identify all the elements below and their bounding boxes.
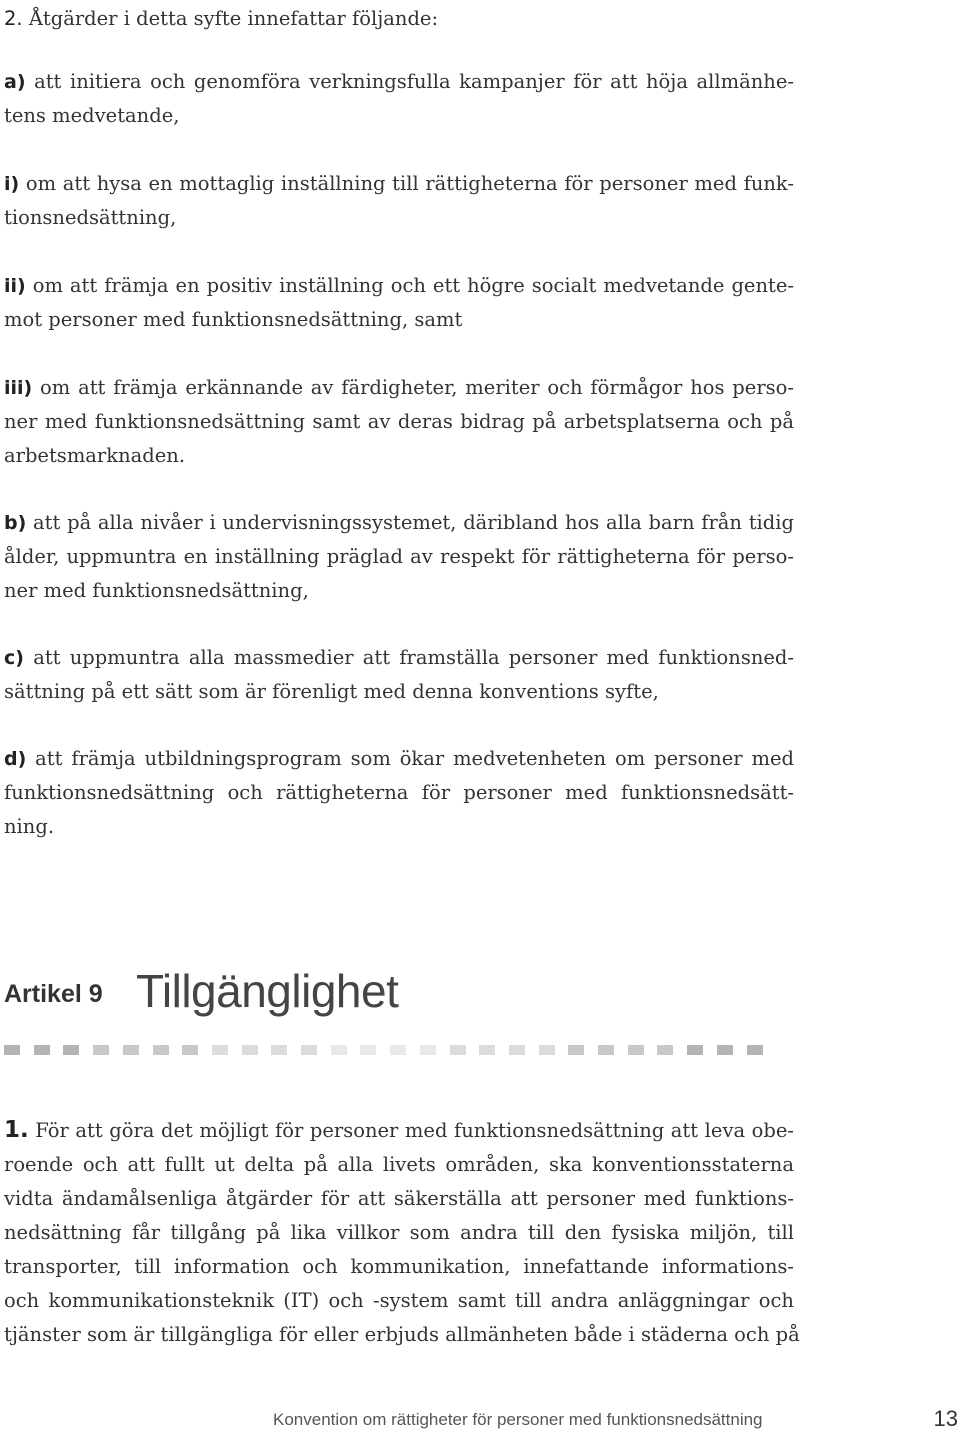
item-b bbox=[4, 506, 794, 608]
paragraph-1-line-7: tjänster som är tillgängliga för eller erbjuds allmänheten både i städerna och på bbox=[4, 1323, 800, 1346]
divider-dash bbox=[63, 1045, 79, 1055]
item-a-marker: a) bbox=[4, 71, 26, 93]
footer-title: Konvention om rättigheter för personer med funktionsnedsättning bbox=[273, 1410, 763, 1429]
article-label: Artikel 9 bbox=[4, 980, 103, 1008]
item-i-marker: i) bbox=[4, 173, 20, 195]
item-b-line-3: ner med funktionsnedsättning, bbox=[4, 579, 309, 602]
item-ii bbox=[4, 269, 794, 337]
divider-dash bbox=[598, 1045, 614, 1055]
divider-dash bbox=[657, 1045, 673, 1055]
divider-dash bbox=[687, 1045, 703, 1055]
item-d bbox=[4, 742, 794, 844]
item-d-marker: d) bbox=[4, 748, 27, 770]
paragraph-1-line-6: och kommunikationsteknik (IT) och -system samt till andra anläggningar och bbox=[4, 1289, 794, 1312]
item-a-line-2: tens medvetande, bbox=[4, 104, 180, 127]
divider-dash bbox=[450, 1045, 466, 1055]
divider-dash bbox=[509, 1045, 525, 1055]
divider-dash bbox=[212, 1045, 228, 1055]
item-a bbox=[4, 65, 794, 133]
divider-dash bbox=[539, 1045, 555, 1055]
divider-dash bbox=[153, 1045, 169, 1055]
paragraph-1-line-2: roende och att fullt ut delta på alla livets områden, ska konventionsstaterna bbox=[4, 1153, 794, 1176]
page-number: 13 bbox=[933, 1406, 958, 1431]
item-iii-marker: iii) bbox=[4, 377, 33, 399]
divider-dash bbox=[4, 1045, 20, 1055]
item-ii-line-2: mot personer med funktionsnedsättning, samt bbox=[4, 308, 463, 331]
item-iii-line-1: om att främja erkännande av färdigheter, meriter och förmågor hos perso- bbox=[32, 376, 794, 399]
item-c-line-2: sättning på ett sätt som är förenligt med denna konventions syfte, bbox=[4, 680, 659, 703]
item-i-line-1: om att hysa en mottaglig inställning till rättigheterna för personer med funk- bbox=[19, 172, 794, 195]
article-title: Tillgänglighet bbox=[136, 965, 399, 1017]
divider-dash bbox=[360, 1045, 376, 1055]
divider-dash bbox=[331, 1045, 347, 1055]
item-iii-line-3: arbetsmarknaden. bbox=[4, 444, 186, 467]
item-d-line-3: ning. bbox=[4, 815, 55, 838]
intro-text: Åtgärder i detta syfte innefattar följande: bbox=[28, 7, 439, 30]
paragraph-1-line-4: nedsättning får tillgång på lika villkor som andra till den fysiska miljön, till bbox=[4, 1221, 794, 1244]
divider-dash bbox=[182, 1045, 198, 1055]
paragraph-1 bbox=[4, 1113, 800, 1352]
item-d-line-2: funktionsnedsättning och rättigheterna för personer med funktionsnedsätt- bbox=[4, 781, 794, 804]
divider-dash bbox=[628, 1045, 644, 1055]
item-i bbox=[4, 167, 794, 235]
item-b-line-2: ålder, uppmuntra en inställning präglad av respekt för rättigheterna för perso- bbox=[4, 545, 794, 568]
divider-dash bbox=[747, 1045, 763, 1055]
divider-dash bbox=[420, 1045, 436, 1055]
intro-line bbox=[4, 2, 438, 36]
item-iii-line-2: ner med funktionsnedsättning samt av deras bidrag på arbetsplatserna och på bbox=[4, 410, 794, 433]
divider-dash bbox=[93, 1045, 109, 1055]
item-b-marker: b) bbox=[4, 512, 27, 534]
divider-dash bbox=[479, 1045, 495, 1055]
divider-dash bbox=[568, 1045, 584, 1055]
item-iii bbox=[4, 371, 794, 473]
item-d-line-1: att främja utbildningsprogram som ökar medvetenheten om personer med bbox=[26, 747, 794, 770]
divider-dash bbox=[123, 1045, 139, 1055]
divider-dash bbox=[271, 1045, 287, 1055]
item-i-line-2: tionsnedsättning, bbox=[4, 206, 177, 229]
paragraph-1-marker: 1. bbox=[4, 1117, 29, 1143]
item-b-line-1: att på alla nivåer i undervisningssystemet, däribland hos alla barn från tidig bbox=[26, 511, 794, 534]
divider-dash bbox=[242, 1045, 258, 1055]
intro-number: 2. bbox=[4, 7, 23, 30]
item-c-line-1: att uppmuntra alla massmedier att framställa personer med funktionsned- bbox=[23, 646, 794, 669]
divider-dash bbox=[34, 1045, 50, 1055]
paragraph-1-line-3: vidta ändamålsenliga åtgärder för att säkerställa att personer med funktions- bbox=[4, 1187, 794, 1210]
paragraph-1-line-5: transporter, till information och kommunikation, innefattande informations- bbox=[4, 1255, 794, 1278]
divider-dash bbox=[390, 1045, 406, 1055]
section-divider bbox=[4, 1045, 780, 1056]
item-c-marker: c) bbox=[4, 647, 24, 669]
item-a-line-1: att initiera och genomföra verkningsfulla kampanjer för att höja allmänhe- bbox=[25, 70, 794, 93]
item-ii-line-1: om att främja en positiv inställning och ett högre socialt medvetande gente- bbox=[25, 274, 794, 297]
divider-dash bbox=[717, 1045, 733, 1055]
item-ii-marker: ii) bbox=[4, 275, 26, 297]
item-c bbox=[4, 641, 794, 709]
paragraph-1-line-1: För att göra det möjligt för personer med funktionsnedsättning att leva obe- bbox=[28, 1119, 794, 1142]
divider-dash bbox=[301, 1045, 317, 1055]
